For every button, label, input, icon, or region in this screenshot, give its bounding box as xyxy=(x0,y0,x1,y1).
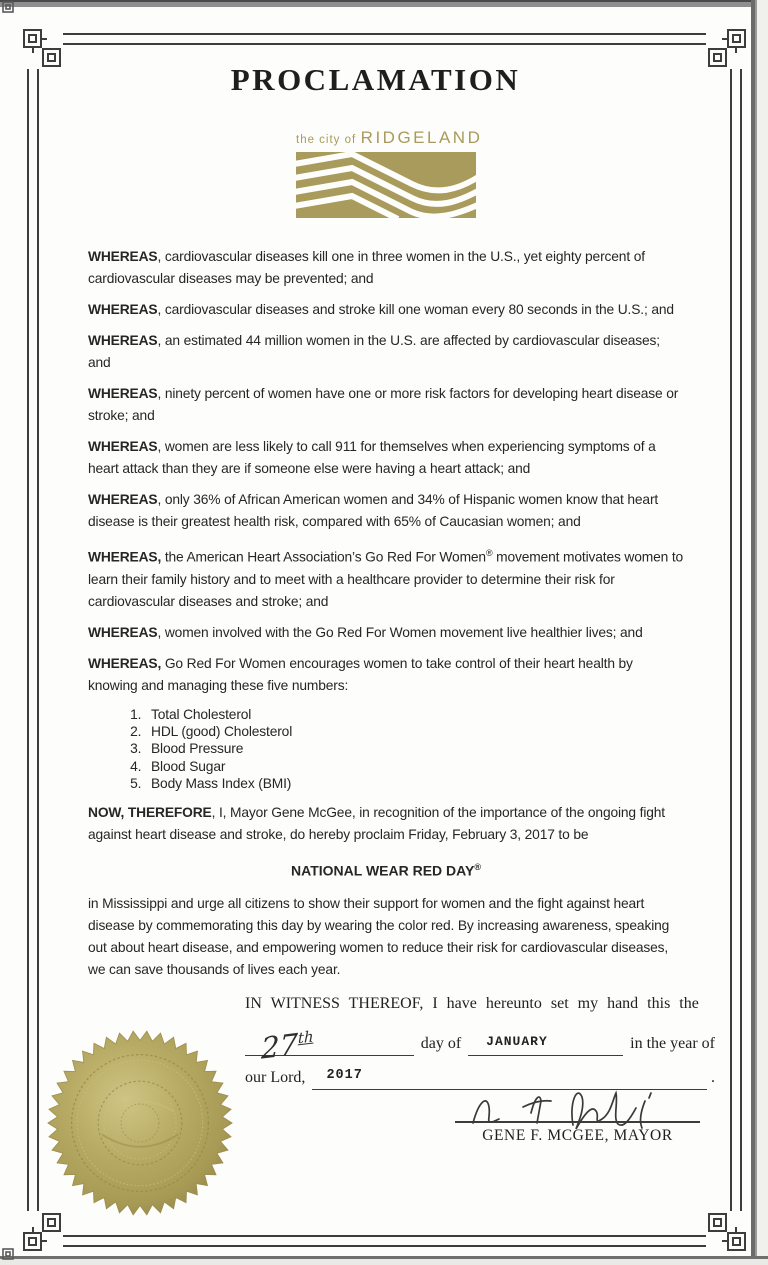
whereas-paragraph: WHEREAS, women are less likely to call 911 for themselves when experiencing symptoms of a heart attack than they are if someone else were having a heart attack; and xyxy=(88,439,656,476)
list-item: 1. Total Cholesterol xyxy=(145,706,684,723)
list-item: 2. HDL (good) Cholesterol xyxy=(145,723,684,740)
year-value: 2017 xyxy=(326,1068,363,1083)
whereas-paragraph: WHEREAS, cardiovascular diseases and stroke kill one woman every 80 seconds in the U.S.; and xyxy=(88,302,674,317)
whereas-paragraph: WHEREAS, an estimated 44 million women in the U.S. are affected by cardiovascular diseases; and xyxy=(88,333,660,370)
list-item: 5. Body Mass Index (BMI) xyxy=(145,775,684,792)
whereas-paragraph: WHEREAS, only 36% of African American women and 34% of Hispanic women know that heart disease is their greatest health risk, compared with 65% of Caucasian women; and xyxy=(88,492,659,529)
logo-city-name: RIDGELAND xyxy=(360,128,483,147)
logo-wordmark xyxy=(296,128,484,148)
list-item: 3. Blood Pressure xyxy=(145,740,684,757)
whereas-paragraph: WHEREAS, the American Heart Association’s Go Red For Women® movement motivates women to learn their family history and to meet with a healthcare provider to determine their risk for cardiovascular diseases and stroke; and xyxy=(88,548,684,609)
city-logo xyxy=(284,128,484,218)
day-blank xyxy=(245,1027,414,1067)
our-lord-label: our Lord, xyxy=(245,1069,306,1086)
year-of-label: in the year of xyxy=(630,1035,715,1052)
list-item: 4. Blood Sugar xyxy=(145,758,684,775)
mayor-signature xyxy=(455,1071,700,1141)
day-title: NATIONAL WEAR RED DAY® xyxy=(291,861,481,879)
whereas-paragraph: WHEREAS, cardiovascular diseases kill one in three women in the U.S., yet eighty percent of cardiovascular diseases may be prevented; and xyxy=(88,249,645,286)
whereas-paragraph: WHEREAS, women involved with the Go Red For Women movement live healthier lives; and xyxy=(88,624,643,640)
closing-paragraph: in Mississippi and urge all citizens to show their support for women and the fight against heart disease by commemorating this day by wearing the color red. By increasing awareness, speaking out about heart disease, and empowering women to reduce their risk for cardiovascular diseases, we can save thousands of lives each year. xyxy=(88,896,670,978)
witness-line xyxy=(245,1027,715,1067)
logo-waves-graphic xyxy=(296,152,476,218)
witness-block xyxy=(245,993,715,1144)
witness-line: IN WITNESS THEREOF, I have hereunto set my hand this the xyxy=(245,995,699,1012)
month-blank xyxy=(468,1031,623,1056)
gold-seal xyxy=(45,1028,235,1218)
month-value: JANUARY xyxy=(486,1034,548,1049)
handwritten-day: 27th xyxy=(260,1027,314,1067)
whereas-paragraph: WHEREAS, Go Red For Women encourages women to take control of their heart health by knowing and managing these five numbers: xyxy=(88,655,633,693)
signature-area xyxy=(455,1087,700,1145)
end-period: . xyxy=(711,1069,715,1086)
registered-mark: ® xyxy=(474,861,481,872)
whereas-paragraph: WHEREAS, ninety percent of women have one or more risk factors for developing heart disease or stroke; and xyxy=(88,386,679,423)
registered-mark: ® xyxy=(485,548,493,558)
therefore-paragraph: NOW, THEREFORE, I, Mayor Gene McGee, in recognition of the importance of the ongoing fight against heart disease and stroke, do hereby proclaim Friday, February 3, 2017 to be xyxy=(88,804,665,842)
proclamation-title: PROCLAMATION xyxy=(230,62,521,97)
logo-prefix: the city of xyxy=(296,134,357,146)
numbers-list xyxy=(88,706,684,793)
mayor-name: GENE F. MCGEE, MAYOR xyxy=(482,1127,673,1144)
day-of-label: day of xyxy=(420,1035,462,1052)
document-body xyxy=(88,246,684,990)
